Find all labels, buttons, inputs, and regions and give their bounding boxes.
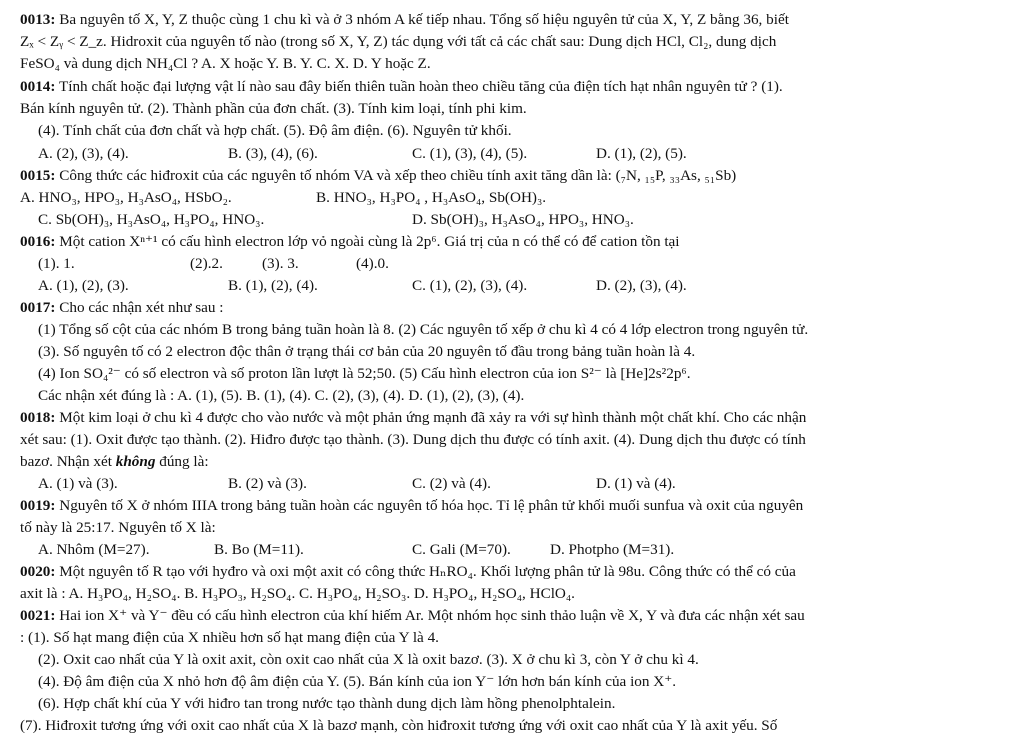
q16-option-a: A. (1), (2), (3). <box>38 277 129 294</box>
q20-text-1: Một nguyên tố R tạo với hyđro và oxi một axit có công thức HₙRO₄. Khối lượng phân tử là 98u. Công thức có thể có của <box>59 563 796 580</box>
q21-line-1 <box>20 607 805 625</box>
q21-text-1: Hai ion X⁺ và Y⁻ đều có cấu hình electron của khí hiếm Ar. Một nhóm học sinh thảo luận về X, Y và đưa các nhận xét sau <box>59 607 805 624</box>
q16-choice-4: (4).0. <box>356 255 389 272</box>
q20-line-1 <box>20 563 796 581</box>
q18-label: 0018: <box>20 409 56 426</box>
q17-label: 0017: <box>20 299 56 316</box>
q14-line-1 <box>20 78 783 96</box>
q13-line-1 <box>20 11 789 29</box>
q21-line-2: : (1). Số hạt mang điện của X nhiều hơn số hạt mang điện của Y là 4. <box>20 629 439 646</box>
q21-line-4: (4). Độ âm điện của X nhỏ hơn độ âm điện của Y. (5). Bán kính của ion Y⁻ lớn hơn bán kính của ion X⁺. <box>38 673 677 690</box>
q19-line-1 <box>20 497 803 515</box>
q19-label: 0019: <box>20 497 56 514</box>
q21-line-6: (7). Hiđroxit tương ứng với oxit cao nhất của X là bazơ mạnh, còn hiđroxit tương ứng với oxit cao nhất của Y là axit yếu. Số <box>20 717 778 734</box>
q15-option-d: D. Sb(OH)₃, H₃AsO₄, HPO₃, HNO₃. <box>412 211 634 228</box>
q13-prefix: Zₓ < Zᵧ < Z_z. <box>20 33 107 50</box>
q18-emphasis-khong: không <box>115 453 156 470</box>
q18-text-1: Một kim loại ở chu kì 4 được cho vào nước và một phản ứng mạnh đã xảy ra với sự hình thành một chất khí. Cho các nhận <box>59 409 807 426</box>
q19-option-b: B. Bo (M=11). <box>214 541 304 558</box>
q15-option-a: A. HNO₃, HPO₃, H₃AsO₄, HSbO₂. <box>20 189 232 206</box>
q18-option-c: C. (2) và (4). <box>412 475 491 492</box>
q17-line-2: (1) Tổng số cột của các nhóm B trong bảng tuần hoàn là 8. (2) Các nguyên tố xếp ở chu kì 4 có 4 lớp electron trong nguyên tử. <box>38 321 809 338</box>
q18-option-d: D. (1) và (4). <box>596 475 676 492</box>
q18-option-a: A. (1) và (3). <box>38 475 118 492</box>
q14-option-d: D. (1), (2), (5). <box>596 145 687 162</box>
q19-option-d: D. Photpho (M=31). <box>550 541 675 558</box>
q16-choice-1: (1). 1. <box>38 255 75 272</box>
q15-label: 0015: <box>20 167 56 184</box>
q16-option-b: B. (1), (2), (4). <box>228 277 318 294</box>
q19-line-2: tố này là 25:17. Nguyên tố X là: <box>20 519 216 536</box>
q21-line-3: (2). Oxit cao nhất của Y là oxit axit, còn oxit cao nhất của X là oxit bazơ. (3). X ở chu kì 3, còn Y ở chu kì 4. <box>38 651 699 668</box>
q14-text-3: (4). Tính chất của đơn chất và hợp chất. (5). Độ âm điện. (6). Nguyên tử khối. <box>38 122 512 139</box>
q13-text-2: Hidroxit của nguyên tố nào (trong số X, Y, Z) tác dụng với tất cả các chất sau: Dung dịch HCl, Cl₂, dung dịch <box>110 33 777 50</box>
q20-label: 0020: <box>20 563 56 580</box>
q13-label: 0013: <box>20 11 56 28</box>
q17-text-1: Cho các nhận xét như sau : <box>59 299 224 316</box>
q18-line-2: xét sau: (1). Oxit được tạo thành. (2). Hiđro được tạo thành. (3). Dung dịch thu được có tính axit. (4). Dung dịch thu được có tính <box>20 431 806 448</box>
q14-option-a: A. (2), (3), (4). <box>38 145 129 162</box>
q13-line-2 <box>20 33 776 51</box>
q19-option-c: C. Gali (M=70). <box>412 541 511 558</box>
q14-option-c: C. (1), (3), (4), (5). <box>412 145 528 162</box>
q14-option-b: B. (3), (4), (6). <box>228 145 318 162</box>
q21-line-5: (6). Hợp chất khí của Y với hiđro tan trong nước tạo thành dung dịch làm hồng phenolphtalein. <box>38 695 616 712</box>
q13-line-3 <box>20 55 431 73</box>
q18-line-3 <box>20 453 209 471</box>
q18-option-b: B. (2) và (3). <box>228 475 307 492</box>
q19-text-1: Nguyên tố X ở nhóm IIIA trong bảng tuần hoàn các nguyên tố hóa học. Tỉ lệ phân tử khối muối sunfua và oxit của nguyên <box>59 497 804 514</box>
q20-line-2: axit là : A. H₃PO₄, H₂SO₄. B. H₃PO₃, H₂SO₄. C. H₃PO₄, H₂SO₃. D. H₃PO₄, H₂SO₄, HClO₄. <box>20 585 575 602</box>
q14-text-2: Bán kính nguyên tử. (2). Thành phần của đơn chất. (3). Tính kim loại, tính phi kim. <box>20 100 527 117</box>
q15-line-1 <box>20 167 736 185</box>
q17-line-1 <box>20 299 224 317</box>
q17-line-5: Các nhận xét đúng là : A. (1), (5). B. (1), (4). C. (2), (3), (4). D. (1), (2), (3), (4). <box>38 387 525 404</box>
q15-option-b: B. HNO₃, H₃PO₄ , H₃AsO₄, Sb(OH)₃. <box>316 189 547 206</box>
q14-text-1: Tính chất hoặc đại lượng vật lí nào sau đây biến thiên tuần hoàn theo chiều tăng của điện tích hạt nhân nguyên tử ? (1). <box>58 78 783 95</box>
q15-text-1: Công thức các hiđroxit của các nguyên tố nhóm VA và xếp theo chiều tính axit tăng dần là: (₇N, ₁₅P, ₃₃As, ₅₁Sb) <box>59 167 737 184</box>
q14-line-2 <box>20 100 527 118</box>
q18-text-3a: bazơ. Nhận xét <box>20 453 116 470</box>
q16-text-1: Một cation Xⁿ⁺¹ có cấu hình electron lớp vỏ ngoài cùng là 2p⁶. Giá trị của n có thể có để cation tồn tại <box>59 233 680 250</box>
q16-line-1 <box>20 233 680 251</box>
q17-line-3: (3). Số nguyên tố có 2 electron độc thân ở trạng thái cơ bản của 20 nguyên tố đầu trong bảng tuần hoàn là 4. <box>38 343 696 360</box>
q13-text-3: FeSO₄ và dung dịch NH₄Cl ? A. X hoặc Y. B. Y. C. X. D. Y hoặc Z. <box>20 55 431 72</box>
q18-text-3c: đúng là: <box>155 453 209 470</box>
q17-line-4: (4) Ion SO₄²⁻ có số electron và số proton lần lượt là 52;50. (5) Cấu hình electron của ion S²⁻ là [He]2s²2p⁶. <box>38 365 691 382</box>
q14-label: 0014: <box>20 78 56 95</box>
q14-line-3 <box>38 122 512 140</box>
q19-option-a: A. Nhôm (M=27). <box>38 541 150 558</box>
q13-text-1: Ba nguyên tố X, Y, Z thuộc cùng 1 chu kì và ở 3 nhóm A kế tiếp nhau. Tổng số hiệu nguyên tử của X, Y, Z bằng 36, biết <box>59 11 789 28</box>
q16-option-c: C. (1), (2), (3), (4). <box>412 277 528 294</box>
q18-line-1 <box>20 409 806 427</box>
q21-label: 0021: <box>20 607 56 624</box>
q16-label: 0016: <box>20 233 56 250</box>
q15-option-c: C. Sb(OH)₃, H₃AsO₄, H₃PO₄, HNO₃. <box>38 211 265 228</box>
q16-option-d: D. (2), (3), (4). <box>596 277 687 294</box>
q16-choice-3: (3). 3. <box>262 255 299 272</box>
q16-choice-2: (2).2. <box>190 255 223 272</box>
